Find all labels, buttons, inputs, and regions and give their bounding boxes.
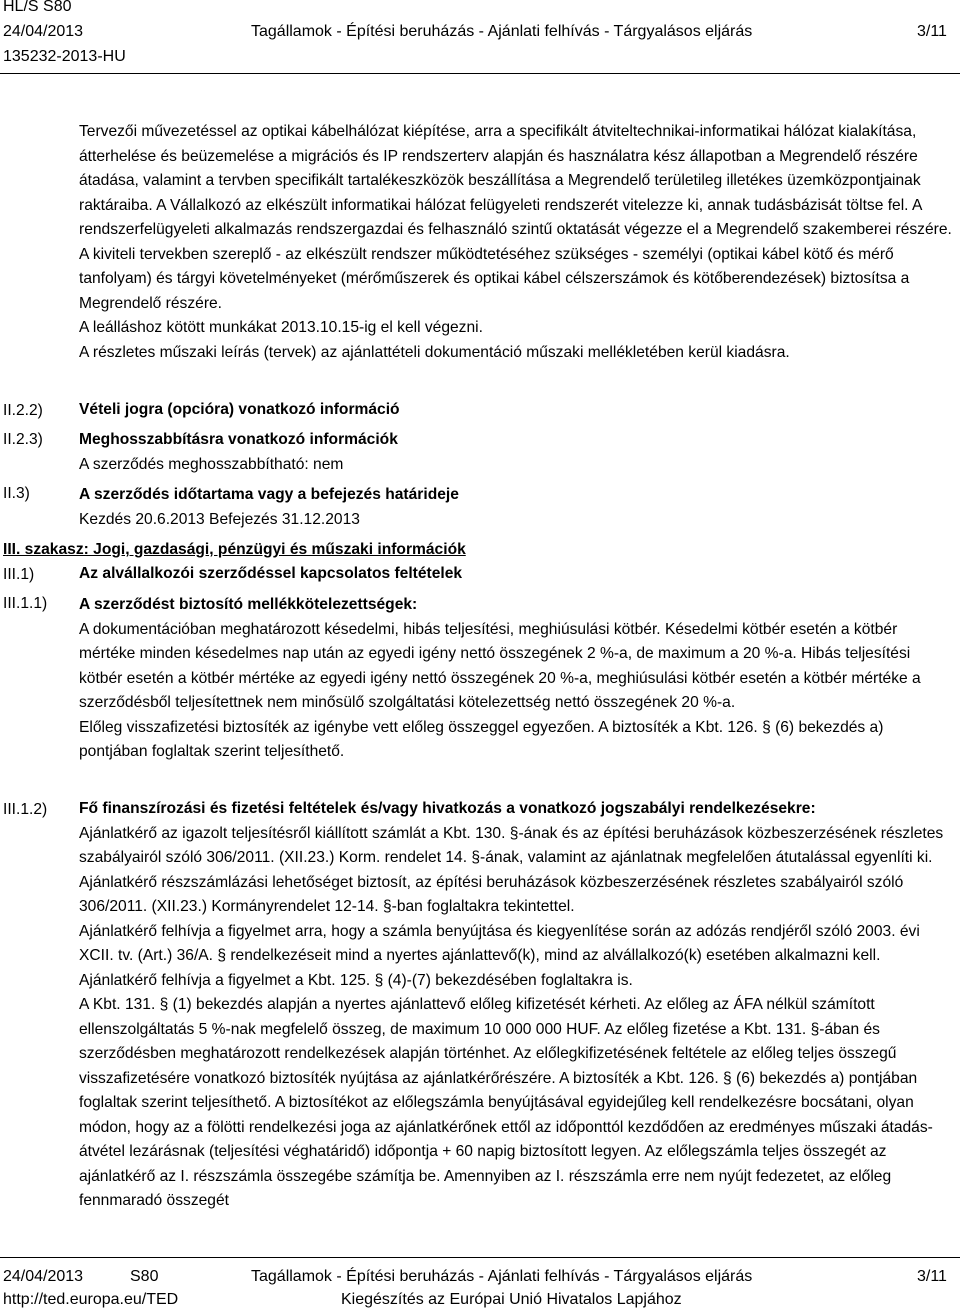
section-title-iii-1: Az alvállalkozói szerződéssel kapcsolatos feltételek	[79, 565, 463, 582]
footer-date: 24/04/2013	[3, 1268, 84, 1285]
section-num-ii-2-3: II.2.3)	[3, 431, 43, 448]
section-text-ii-3: Kezdés 20.6.2013 Befejezés 31.12.2013	[79, 511, 360, 528]
header-title: Tagállamok - Építési beruházás - Ajánlati felhívás - Tárgyalásos eljárás	[251, 23, 753, 40]
part-iii-title: III. szakasz: Jogi, gazdasági, pénzügyi és műszaki információk	[3, 541, 466, 558]
top-line-deadline: A leálláshoz kötött munkákat 2013.10.15-ig el kell végezni.	[79, 319, 483, 336]
section-title-ii-2-2: Vételi jogra (opcióra) vonatkozó információ	[79, 401, 400, 418]
section-body-iii-1-1	[79, 593, 955, 765]
section-num-iii-1: III.1)	[3, 566, 35, 583]
section-num-iii-1-2: III.1.2)	[3, 801, 48, 818]
section-num-ii-2-2: II.2.2)	[3, 402, 43, 419]
footer-title: Tagállamok - Építési beruházás - Ajánlati felhívás - Tárgyalásos eljárás	[251, 1268, 753, 1285]
section-body-iii-1-2	[79, 797, 955, 1214]
section-title-ii-2-3: Meghosszabbításra vonatkozó információk	[79, 431, 398, 448]
footer-page: 3/11	[917, 1268, 947, 1285]
section-num-iii-1-1: III.1.1)	[3, 595, 48, 612]
section-text-iii-1-1-p1: A dokumentációban meghatározott késedelmi, hibás teljesítési, meghiúsulási kötbér. Késedelmi kötbér esetén a kötbér mértéke minden késedelmes nap után az egyedi igény nettó összegének 2 %-a, de maximum a 20 %-a. Hibás teljesítési kötbér esetén a kötbér mértéke az egyedi igény nettó összegének 20 %-a, meghiúsulási kötbér esetén a kötbér mértéke a szerződésből teljesítettnek nem minősülő szolgáltatási kötelezettség nettó összegének 20 %-a.	[79, 620, 921, 711]
section-text-iii-1-1-p2: Előleg visszafizetési biztosíték az igénybe vett előleg összeggel egyezően. A biztosíték a Kbt. 126. § (6) bekezdés a) pontjában foglaltak szerint teljesíthető.	[79, 718, 884, 760]
section-title-iii-1-1: A szerződést biztosító mellékkötelezettségek:	[79, 596, 418, 613]
header-date: 24/04/2013	[3, 23, 84, 40]
footer-series: S80	[130, 1268, 159, 1285]
section-text-iii-1-2-p1: Ajánlatkérő az igazolt teljesítésről kiállított számlát a Kbt. 130. §-ának és az építési beruházások közbeszerzésének részletes szabályairól szóló 306/2011. (XII.23.) Korm. rendelet 14. §-ának, valamint az ajánlatnak megfelelően átutalással egyenlíti ki. Ajánlatkérő részszámlázási lehetőséget biztosít, az építési beruházások közbeszerzésének részletes szabályairól szóló 306/2011. (XII.23.) Kormányrendelet 12-14. §-ban foglaltakra tekintettel.	[79, 824, 944, 915]
header-series: HL/S S80	[3, 0, 72, 15]
top-line-details: A részletes műszaki leírás (tervek) az ajánlattételi dokumentáció műszaki mellékletében kerül kiadásra.	[79, 343, 790, 361]
section-title-iii-1-2: Fő finanszírozási és fizetési feltételek és/vagy hivatkozás a vonatkozó jogszabályi rendelkezésekre:	[79, 800, 816, 817]
footer-rule	[0, 1257, 960, 1258]
section-text-iii-1-2-p2: Ajánlatkérő felhívja a figyelmet arra, hogy a számla benyújtása és kiegyenlítése során az adózás rendjéről szóló 2003. évi XCII. tv. (Art.) 36/A. § rendelkezéseit mind a nyertes ajánlattevő(k), mind az alvállalkozó(k) esetében alkalmazni kell. Ajánlatkérő felhívja a figyelmet a Kbt. 125. § (4)-(7) bekezdésében foglaltakra is.	[79, 922, 920, 989]
header-rule	[0, 73, 960, 74]
top-paragraph: Tervezői művezetéssel az optikai kábelhálózat kiépítése, arra a specifikált átviteltechnikai-informatikai hálózat kialakítása, átterhelése és beüzemelése a migrációs és IP rendszerterv alapján és használatra kész állapotban a Megrendelő részére átadása, valamint a tervben specifikált tartalékeszközök beszállítása a Megrendelő területileg illetékes üzemközpontjainak raktáraiba. A Vállalkozó az elkészült informatikai hálózat felügyeleti rendszerét vitelezze ki, annak tudásbázisát töltse fel. A rendszerfelügyeleti alkalmazás rendszergazdai és felhasználó szintű oktatását végezze el a Megrendelő szakemberei részére. A kiviteli tervekben szereplő - az elkészült rendszer működtetéséhez szükséges - személyi (optikai kábel kötő és mérő tanfolyam) és tárgyi követelményeket (mérőműszerek és optikai kábel célszerszámok és kötőberendezések) biztosítsa a Megrendelő részére.	[79, 123, 952, 312]
footer-url: http://ted.europa.eu/TED	[3, 1291, 179, 1308]
header-doc-id: 135232-2013-HU	[3, 48, 126, 65]
footer-subtitle: Kiegészítés az Európai Unió Hivatalos Lapjához	[341, 1291, 682, 1308]
section-text-ii-2-3: A szerződés meghosszabbítható: nem	[79, 456, 344, 473]
section-num-ii-3: II.3)	[3, 485, 30, 502]
top-text-block	[79, 120, 955, 365]
header-page: 3/11	[917, 23, 947, 40]
section-text-iii-1-2-p3: A Kbt. 131. § (1) bekezdés alapján a nyertes ajánlattevő előleg kifizetését kérheti. Az előleg az ÁFA nélkül számított ellenszolgáltatás 5 %-nak megfelelő összeg, de maximum 10 000 000 HUF. Az előleg fizetése a Kbt. 131. §-ában és szerződésben meghatározott rendelkezések alapján történhet. Az előlegkifizetésének feltétele az előleg teljes összegű visszafizetésére vonatkozó biztosíték nyújtása az ajánlatkérőrészére. A biztosíték a Kbt. 126. § (6) bekezdés a) pontjában foglaltak szerint teljesíthető. A biztosítékot az előlegszámla benyújtásával egyidejűleg kell rendelkezésre bocsátani, olyan módon, hogy az a fölötti rendelkezési joga az ajánlatkérőnek ettől az időponttól kezdődően az eredményes műszaki átadás-átvétel lezárásnak (teljesítési véghatáridő) időpontja + 60 napig biztosított legyen. Az előlegszámla teljes összegét az ajánlatkérő az I. részszámla összegébe számítja be. Amennyiben az I. részszámla erre nem nyújt fedezetet, az előleg fennmaradó összegét	[79, 996, 933, 1209]
section-title-ii-3: A szerződés időtartama vagy a befejezés határideje	[79, 486, 459, 503]
